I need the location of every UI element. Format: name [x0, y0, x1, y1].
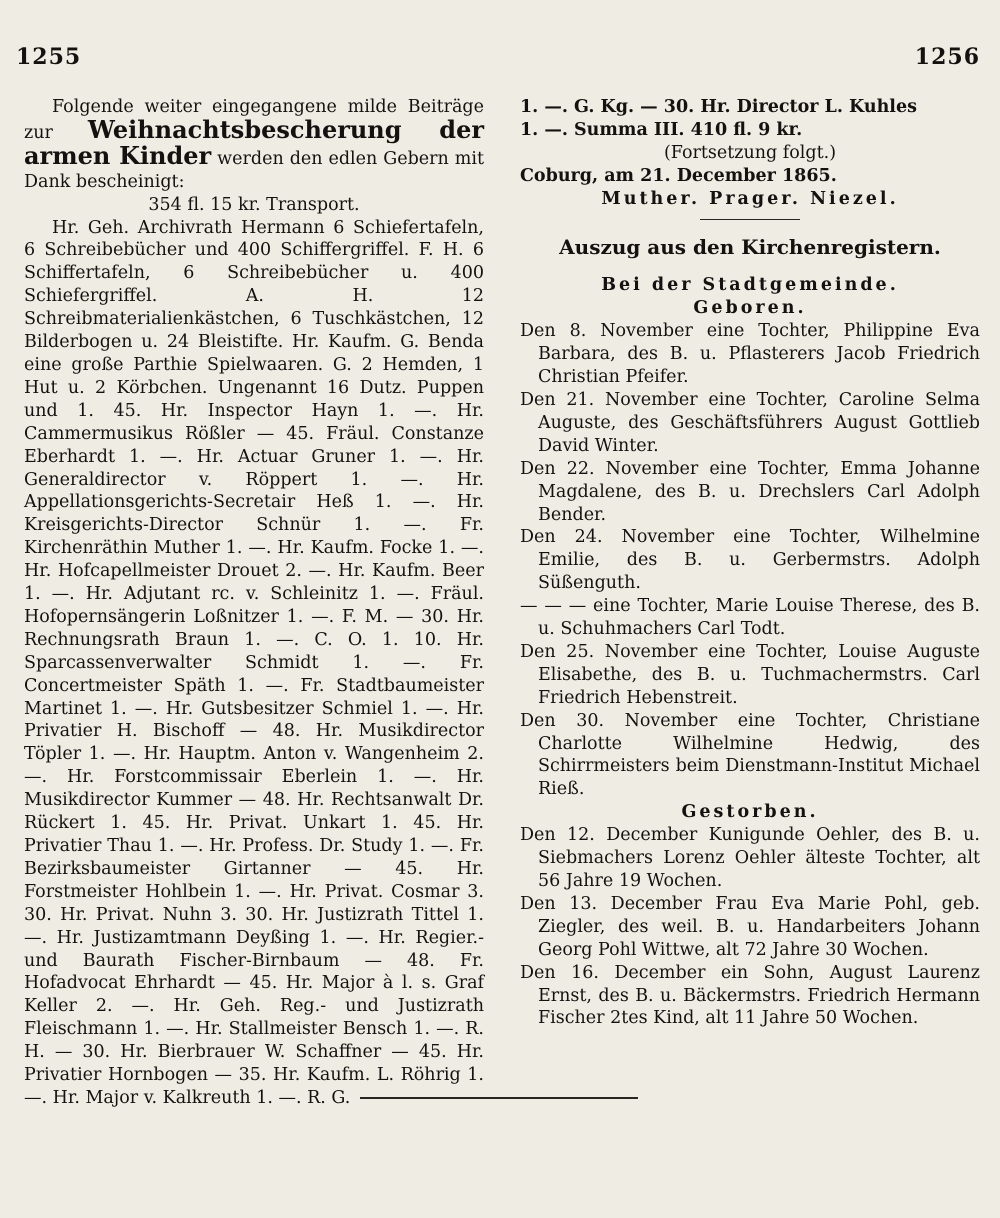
births-heading: Geboren. — [693, 298, 807, 319]
left-column — [24, 96, 484, 1110]
birth-entry: Den 8. November eine Tochter, Philippine Eva Barbara, des B. u. Pflasterers Jacob Friedrich Christian Pfeifer. — [520, 321, 980, 388]
death-entry: Den 12. December Kunigunde Oehler, des B. u. Siebmachers Lorenz Oehler älteste Tochter, alt 56 Jahre 19 Wochen. — [520, 825, 980, 891]
birth-entry: Den 30. November eine Tochter, Christiane Charlotte Wilhelmine Hedwig, des Schirrmeisters beim Dienstmann-Institut Michael Rieß. — [520, 710, 980, 800]
deaths-heading: Gestorben. — [681, 802, 819, 823]
birth-entry: Den 21. November eine Tochter, Caroline Selma Auguste, des Geschäftsführers August Gottlieb David Winter. — [520, 389, 980, 456]
birth-entry: Den 22. November eine Tochter, Emma Johanne Magdalene, des B. u. Drechslers Carl Adolph Bender. — [520, 458, 980, 525]
birth-entry: — — — eine Tochter, Marie Louise Therese, des B. u. Schuhmachers Carl Todt. — [520, 596, 980, 640]
section-divider — [700, 219, 800, 220]
page-number-left: 1255 — [16, 44, 82, 70]
section-title: Auszug aus den Kirchenregistern. — [559, 234, 941, 259]
right-column — [520, 96, 980, 1030]
birth-entry: Den 24. November eine Tochter, Wilhelmine Emilie, des B. u. Gerbermstrs. Adolph Süßenguth. — [520, 527, 980, 594]
continuation-line-1: 1. —. G. Kg. — 30. Hr. Director L. Kuhles — [520, 97, 917, 117]
donation-list: Hr. Geh. Archivrath Hermann 6 Schiefertafeln, 6 Schreibebücher und 400 Schiffergriffel. F. H. 6 Schiffertafeln, 6 Schreibebücher u. 400 Schiefergriffel. A. H. 12 Schreibmaterialienkästchen, 6 Tuschkästchen, 12 Bilderbogen u. 24 Bleistifte. Hr. Kaufm. G. Benda eine große Parthie Spielwaaren. G. 2 Hemden, 1 Hut u. 2 Körbchen. Ungenannt 16 Dutz. Puppen und 1. 45. Hr. Inspector Hayn 1. —. Hr. Cammermusikus Rößler — 45. Fräul. Constanze Eberhardt 1. —. Hr. Actuar Gruner 1. —. Hr. Generaldirector v. Röppert 1. —. Hr. Appellationsgerichts-Secretair Heß 1. —. Hr. Kreisgerichts-Director Schnür 1. —. Fr. Kirchenräthin Muther 1. —. Hr. Kaufm. Focke 1. —. Hr. Hofcapellmeister Drouet 2. —. Hr. Kaufm. Beer 1. —. Hr. Adjutant rc. v. Schleinitz 1. —. Fräul. Hofopernsängerin Loßnitzer 1. —. F. M. — 30. Hr. Rechnungsrath Braun 1. —. C. O. 1. 10. Hr. Sparcassenverwalter Schmidt 1. —. Fr. Concertmeister Späth 1. —. Fr. Stadtbaumeister Martinet 1. —. Hr. Gutsbesitzer Schmiel 1. —. Hr. Privatier H. Bischoff — 48. Hr. Musikdirector Töpler 1. —. Hr. Hauptm. Anton v. Wangenheim 2. —. Hr. Forstcommissair Eberlein 1. —. Hr. Musikdirector Kummer — 48. Hr. Rechtsanwalt Dr. Rückert 1. 45. Hr. Privat. Unkart 1. 45. Hr. Privatier Thau 1. —. Hr. Profess. Dr. Study 1. —. Fr. Bezirksbaumeister Girtanner — 45. Hr. Forstmeister Hohlbein 1. —. Hr. Privat. Cosmar 3. 30. Hr. Privat. Nuhn 3. 30. Hr. Justizrath Tittel 1. —. Hr. Justizamtmann Deyßing 1. —. Hr. Regier.- und Baurath Fischer-Birnbaum — 48. Fr. Hofadvocat Ehrhardt — 45. Hr. Major à l. s. Graf Keller 2. —. Hr. Geh. Reg.- und Justizrath Fleischmann 1. —. Hr. Stallmeister Bensch 1. —. R. H. — 30. Hr. Bierbrauer W. Schaffner — 45. Hr. Privatier Hornbogen — 35. Hr. Kaufm. L. Röhrig 1. —. Hr. Major v. Kalkreuth 1. —. R. G. — [24, 217, 484, 1108]
death-entry: Den 16. December ein Sohn, August Laurenz Ernst, des B. u. Bäckermstrs. Friedrich Hermann Fischer 2tes Kind, alt 11 Jahre 50 Wochen. — [520, 962, 980, 1029]
signatures: Muther. Prager. Niezel. — [601, 188, 899, 209]
donation-intro — [24, 96, 484, 194]
death-entry: Den 13. December Frau Eva Marie Pohl, geb. Ziegler, des weil. B. u. Handarbeiters Johann Georg Pohl Wittwe, alt 72 Jahre 30 Wochen. — [520, 893, 980, 960]
continuation-note: (Fortsetzung folgt.) — [663, 142, 837, 163]
intro-text-b: werden den edlen Gebern mit Dank bescheinigt: — [24, 148, 484, 192]
parish-heading: Bei der Stadtgemeinde. — [601, 275, 899, 296]
page-number-right: 1256 — [914, 44, 980, 70]
intro-title: Weihnachtsbescherung der armen Kinder — [24, 114, 484, 170]
place-date: Coburg, am 21. December 1865. — [520, 165, 837, 186]
transport-line: 354 fl. 15 kr. Transport. — [148, 194, 360, 215]
continuation-line-2: 1. —. Summa III. 410 fl. 9 kr. — [520, 119, 803, 140]
birth-entry: Den 25. November eine Tochter, Louise Auguste Elisabethe, des B. u. Tuchmachermstrs. Carl Friedrich Hebenstreit. — [520, 641, 980, 708]
intro-text-a: Folgende weiter eingegangene milde Beiträge zur — [24, 97, 484, 143]
bottom-divider — [360, 1097, 638, 1099]
